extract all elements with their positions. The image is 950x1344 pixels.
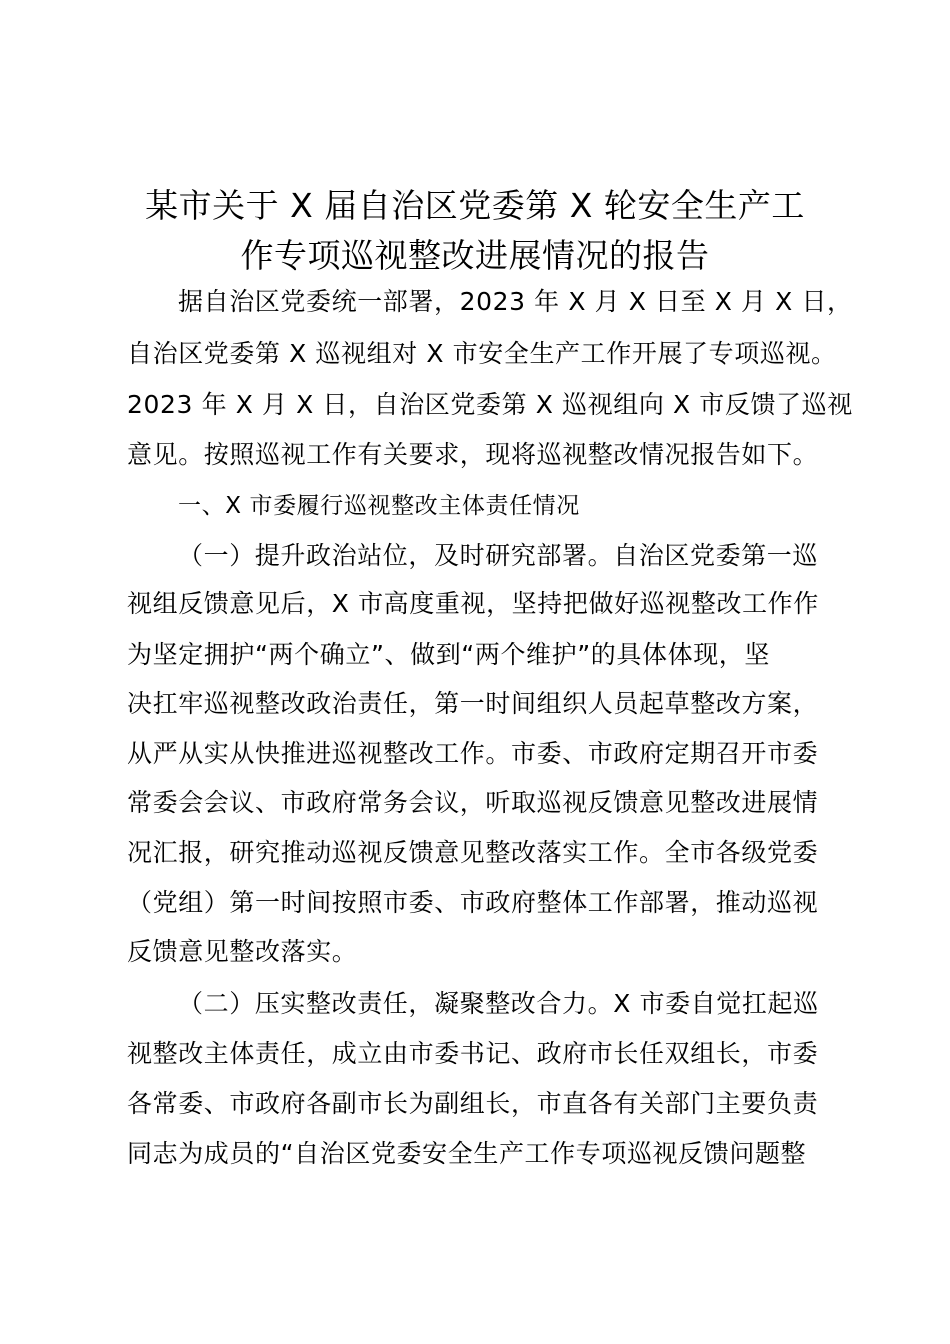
paragraph-intro-line: 自治区党委第 X 巡视组对 X 市安全生产工作开展了专项巡视。 [127,339,837,368]
paragraph-intro-line: 据自治区党委统一部署，2023 年 X 月 X 日至 X 月 X 日， [178,287,853,316]
paragraph-2-line: 各常委、市政府各副市长为副组长，市直各有关部门主要负责 [127,1089,819,1118]
paragraph-1-line: 从严从实从快推进巡视整改工作。市委、市政府定期召开市委 [127,739,819,768]
paragraph-2-line: 视整改主体责任，成立由市委书记、政府市长任双组长，市委 [127,1039,819,1068]
paragraph-1-line: 为坚定拥护“两个确立”、做到“两个维护”的具体体现，坚 [127,640,771,669]
paragraph-1-line: 视组反馈意见后，X 市高度重视，坚持把做好巡视整改工作作 [127,589,819,618]
paragraph-1-line: （一）提升政治站位，及时研究部署。自治区党委第一巡 [178,541,819,570]
document-title-line-2: 作专项巡视整改进展情况的报告 [240,236,710,275]
paragraph-1-line: 反馈意见整改落实。 [127,937,358,966]
paragraph-2-line: （二）压实整改责任，凝聚整改合力。X 市委自觉扛起巡 [178,989,819,1018]
paragraph-1-line: （党组）第一时间按照市委、市政府整体工作部署，推动巡视 [127,888,819,917]
paragraph-intro-line: 意见。按照巡视工作有关要求，现将巡视整改情况报告如下。 [127,440,819,469]
paragraph-1-line: 常委会会议、市政府常务会议，听取巡视反馈意见整改进展情 [127,788,819,817]
paragraph-1-line: 况汇报，研究推动巡视反馈意见整改落实工作。全市各级党委 [127,838,819,867]
section-heading-1: 一、X 市委履行巡视整改主体责任情况 [178,493,580,519]
document-title-line-1: 某市关于 X 届自治区党委第 X 轮安全生产工 [145,186,805,225]
paragraph-intro-line: 2023 年 X 月 X 日，自治区党委第 X 巡视组向 X 市反馈了巡视 [127,390,853,419]
paragraph-1-line: 决扛牢巡视整改政治责任，第一时间组织人员起草整改方案， [127,689,819,718]
paragraph-2-line: 同志为成员的“自治区党委安全生产工作专项巡视反馈问题整 [127,1139,807,1168]
